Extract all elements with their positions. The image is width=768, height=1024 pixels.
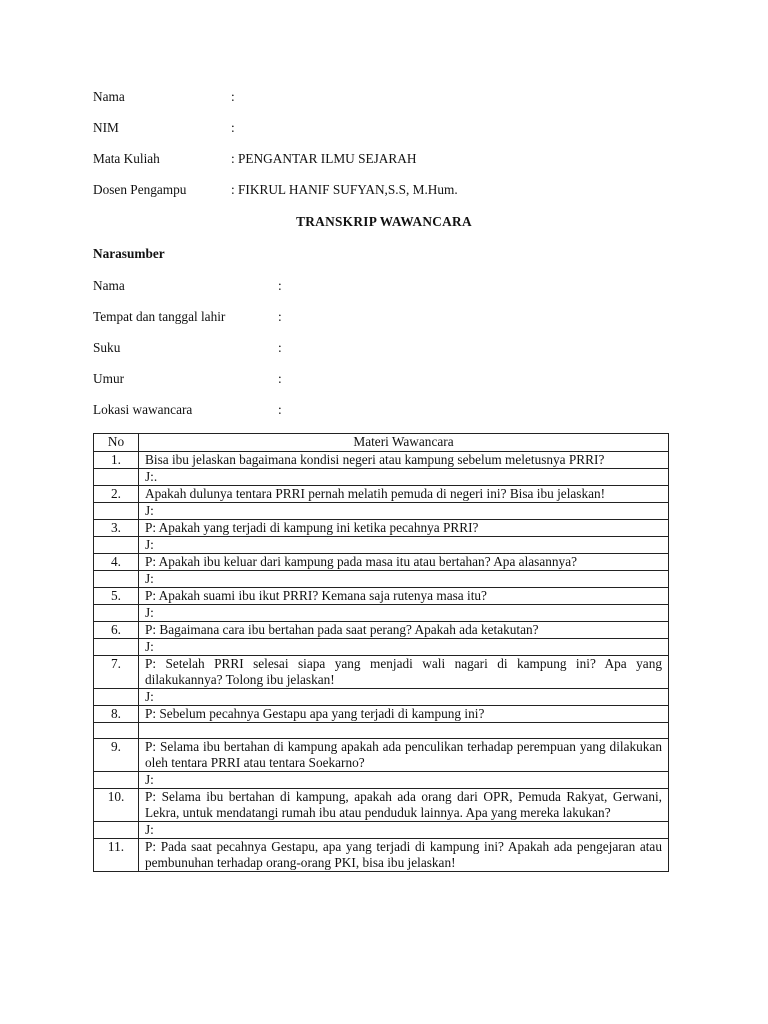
row-number-empty [94,537,139,554]
field-label: Lokasi wawancara [93,402,193,417]
answer-row [94,822,669,839]
question-cell: P: Pada saat pecahnya Gestapu, apa yang terjadi di kampung ini? Apakah ada pengejaran atau pembunuhan terhadap orang-orang PKI, bisa ibu jelaskan! [139,839,669,872]
table-row [94,839,669,872]
row-number: 7. [94,656,139,689]
question-cell: P: Apakah yang terjadi di kampung ini ketika pecahnya PRRI? [139,520,669,537]
answer-cell: J: [139,772,669,789]
row-number-empty [94,723,139,739]
row-number: 6. [94,622,139,639]
field-label: Nama [93,89,125,104]
answer-cell: J: [139,689,669,706]
column-header-materi: Materi Wawancara [139,434,669,452]
row-number: 8. [94,706,139,723]
page-title: TRANSKRIP WAWANCARA [296,214,472,229]
answer-row [94,639,669,656]
question-cell: P: Selama ibu bertahan di kampung, apakah ada orang dari OPR, Pemuda Rakyat, Gerwani, Lekra, untuk mendatangi rumah ibu atau penduduk lainnya. Apa yang mereka lakukan? [139,789,669,822]
column-header-no: No [94,434,139,452]
question-cell: Bisa ibu jelaskan bagaimana kondisi negeri atau kampung sebelum meletusnya PRRI? [139,452,669,469]
answer-cell [139,723,669,739]
answer-cell: J: [139,605,669,622]
field-label: Nama [93,278,125,293]
field-value: : [278,402,282,417]
answer-cell: J: [139,822,669,839]
field-value: : [231,120,235,135]
table-row [94,706,669,723]
table-row [94,520,669,537]
question-cell: P: Selama ibu bertahan di kampung apakah ada penculikan terhadap perempuan yang dilakukan oleh tentara PRRI atau tentara Soekarno? [139,739,669,772]
answer-cell: J: [139,503,669,520]
field-label: Tempat dan tanggal lahir [93,309,226,324]
field-value: : [231,89,235,104]
table-row [94,554,669,571]
question-cell: P: Apakah suami ibu ikut PRRI? Kemana saja rutenya masa itu? [139,588,669,605]
answer-cell: J:. [139,469,669,486]
field-label: Mata Kuliah [93,151,160,166]
answer-row [94,503,669,520]
table-row [94,486,669,503]
answer-row [94,571,669,588]
table-row [94,656,669,689]
row-number-empty [94,639,139,656]
answer-cell: J: [139,639,669,656]
field-value: : [278,309,282,324]
row-number: 4. [94,554,139,571]
answer-row [94,772,669,789]
row-number: 9. [94,739,139,772]
field-label: Dosen Pengampu [93,182,187,197]
answer-cell: J: [139,571,669,588]
question-cell: P: Bagaimana cara ibu bertahan pada saat perang? Apakah ada ketakutan? [139,622,669,639]
question-cell: P: Sebelum pecahnya Gestapu apa yang terjadi di kampung ini? [139,706,669,723]
answer-row [94,537,669,554]
narasumber-heading: Narasumber [93,246,165,261]
field-label: Umur [93,371,125,386]
row-number-empty [94,571,139,588]
row-number-empty [94,772,139,789]
table-row [94,739,669,772]
answer-row [94,689,669,706]
question-cell: P: Apakah ibu keluar dari kampung pada masa itu atau bertahan? Apa alasannya? [139,554,669,571]
row-number-empty [94,689,139,706]
row-number: 5. [94,588,139,605]
field-value: : PENGANTAR ILMU SEJARAH [231,151,417,166]
answer-row [94,605,669,622]
table-row [94,588,669,605]
row-number-empty [94,605,139,622]
answer-cell: J: [139,537,669,554]
row-number-empty [94,822,139,839]
table-row [94,452,669,469]
field-value: : [278,340,282,355]
answer-row [94,723,669,739]
interview-table [93,433,669,872]
question-cell: P: Setelah PRRI selesai siapa yang menjadi wali nagari di kampung ini? Apa yang dilakukannya? Tolong ibu jelaskan! [139,656,669,689]
row-number-empty [94,503,139,520]
row-number: 3. [94,520,139,537]
answer-row [94,469,669,486]
row-number-empty [94,469,139,486]
row-number: 10. [94,789,139,822]
row-number: 2. [94,486,139,503]
field-label: Suku [93,340,121,355]
row-number: 1. [94,452,139,469]
field-value: : [278,278,282,293]
field-value: : FIKRUL HANIF SUFYAN,S.S, M.Hum. [231,182,458,197]
field-label: NIM [93,120,119,135]
table-row [94,622,669,639]
field-value: : [278,371,282,386]
row-number: 11. [94,839,139,872]
question-cell: Apakah dulunya tentara PRRI pernah melatih pemuda di negeri ini? Bisa ibu jelaskan! [139,486,669,503]
table-row [94,789,669,822]
table-header-row [94,434,669,452]
